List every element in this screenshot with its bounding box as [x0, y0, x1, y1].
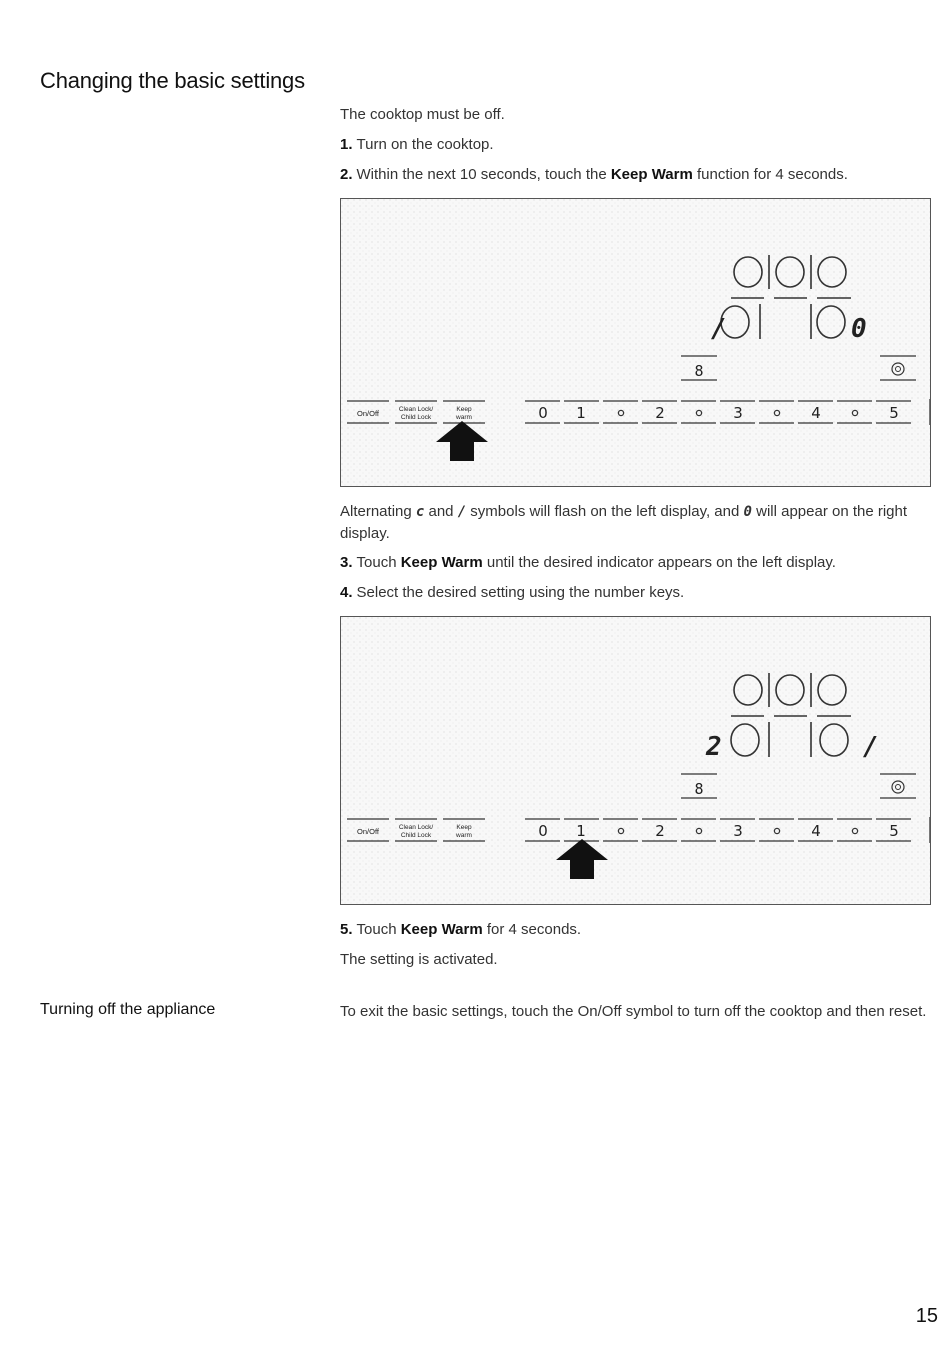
step-3-pre: Touch — [356, 554, 401, 571]
step-4-text: Select the desired setting using the number keys. — [356, 584, 685, 601]
step-4 — [340, 582, 930, 603]
key-5: 5 — [889, 404, 899, 422]
turning-off-heading: Turning off the appliance — [40, 1001, 216, 1018]
step-5 — [340, 919, 930, 940]
child-lock-label: Child Lock — [400, 414, 432, 421]
step-2 — [340, 164, 930, 185]
step-1-text: Turn on the cooktop. — [356, 136, 494, 153]
step-4-number: 4. — [340, 584, 353, 601]
step-3-post: until the desired indicator appears on the left display. — [482, 554, 836, 571]
cooktop-panel-drawing-2 — [341, 617, 930, 904]
onoff-label: On/Off — [357, 827, 379, 836]
alt-p4: will appear on the right display. — [340, 503, 908, 542]
alt-p1: Alternating — [340, 503, 416, 520]
alt-p2: and — [424, 503, 458, 520]
key-3: 3 — [733, 822, 743, 840]
step-2-bold: Keep Warm — [610, 166, 693, 183]
step-1 — [340, 134, 930, 155]
intro-text: The cooktop must be off. — [340, 106, 505, 123]
clean-lock-label: Clean Lock/ — [398, 824, 434, 831]
key-1: 1 — [576, 404, 586, 422]
step-2-pre: Within the next 10 seconds, touch the — [356, 166, 611, 183]
svg-text:8: 8 — [694, 780, 704, 798]
step-3-number: 3. — [340, 554, 353, 571]
page-number: 15 — [915, 1305, 938, 1327]
key-0: 0 — [538, 822, 548, 840]
clean-lock-label: Clean Lock/ — [398, 406, 434, 413]
key-4: 4 — [811, 404, 821, 422]
key-3: 3 — [733, 404, 743, 422]
warm-label: warm — [456, 414, 472, 421]
keep-label: Keep — [456, 406, 472, 413]
key-2: 2 — [655, 404, 665, 422]
step-5-number: 5. — [340, 921, 353, 938]
step-3 — [340, 552, 930, 573]
step-1-number: 1. — [340, 136, 353, 153]
cooktop-panel-illustration-1 — [340, 198, 931, 487]
cooktop-panel-drawing-1 — [341, 199, 930, 486]
step-5-bold: Keep Warm — [400, 921, 483, 938]
warm-label: warm — [456, 832, 472, 839]
step-5-pre: Touch — [356, 921, 401, 938]
right-display: / — [863, 732, 879, 762]
step-2-post: function for 4 seconds. — [692, 166, 848, 183]
key-0: 0 — [538, 404, 548, 422]
step-2-number: 2. — [340, 166, 353, 183]
left-display: / — [711, 314, 727, 344]
key-1: 1 — [576, 822, 586, 840]
svg-text:8: 8 — [694, 362, 704, 380]
activated-text: The setting is activated. — [340, 951, 498, 968]
turning-off-text: To exit the basic settings, touch the On/Off symbol to turn off the cooktop and then reset. — [340, 1003, 927, 1020]
alt-sym-c: c — [415, 504, 425, 520]
alternating-text — [340, 501, 930, 544]
left-display: 2 — [706, 732, 722, 762]
page-title: Changing the basic settings — [40, 68, 305, 93]
key-5: 5 — [889, 822, 899, 840]
step-5-post: for 4 seconds. — [482, 921, 582, 938]
step-3-bold: Keep Warm — [400, 554, 483, 571]
alt-sym-zero: 0 — [743, 504, 752, 520]
keep-label: Keep — [456, 824, 472, 831]
alt-p3: symbols will flash on the left display, and — [466, 503, 744, 520]
key-2: 2 — [655, 822, 665, 840]
right-display: 0 — [851, 314, 867, 344]
child-lock-label: Child Lock — [400, 832, 432, 839]
onoff-label: On/Off — [357, 409, 379, 418]
alt-sym-slash: / — [457, 504, 467, 520]
key-4: 4 — [811, 822, 821, 840]
cooktop-panel-illustration-2 — [340, 616, 931, 905]
